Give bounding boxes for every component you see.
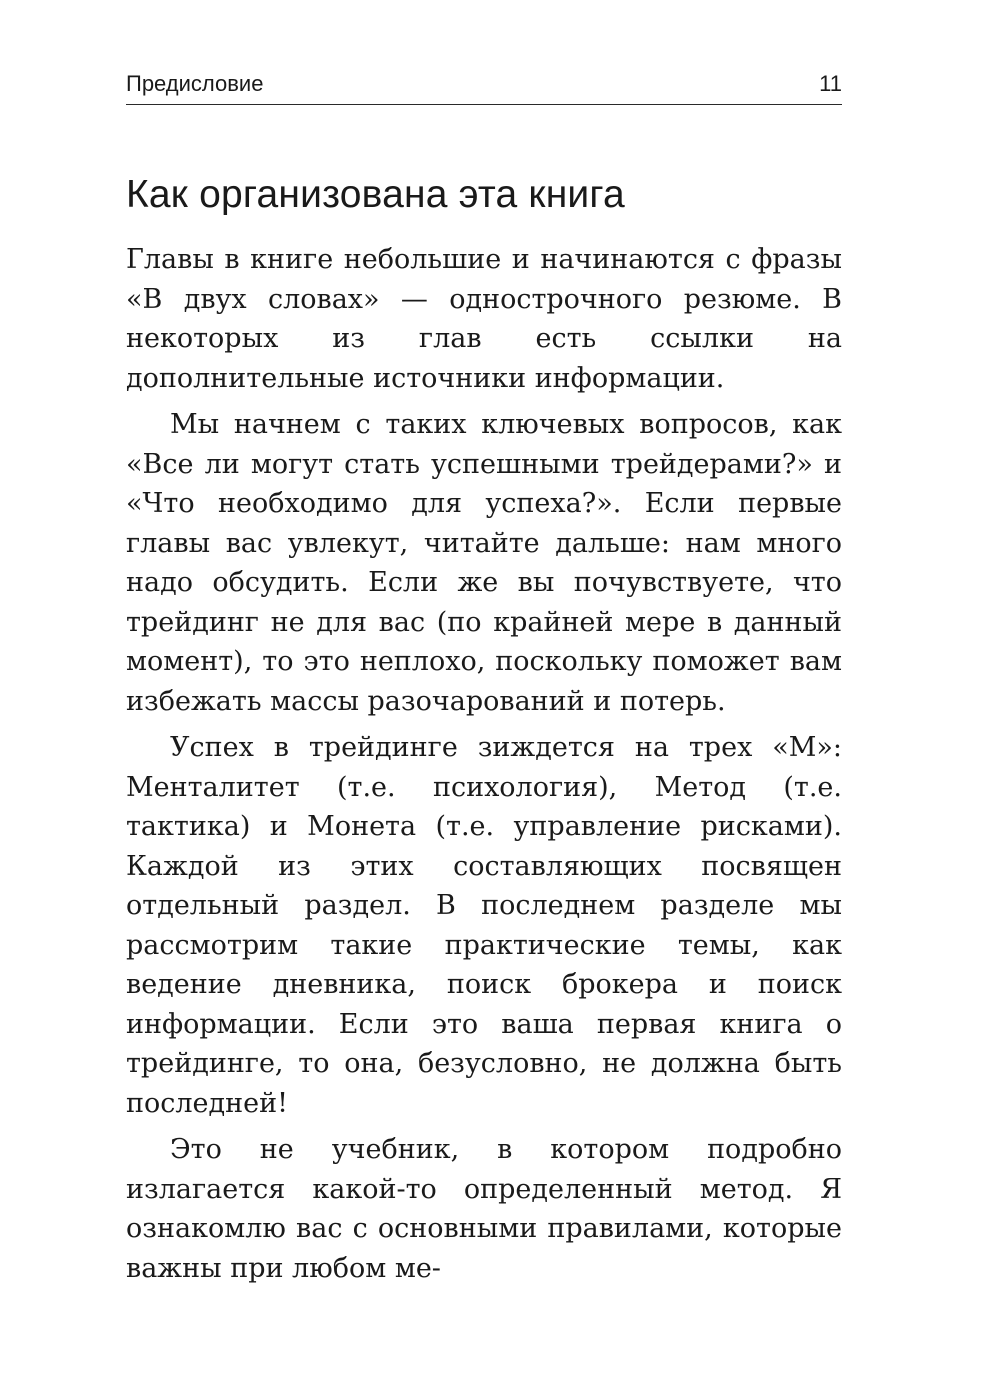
body-text (126, 240, 842, 1288)
book-page (126, 66, 842, 1295)
running-head (126, 66, 842, 105)
paragraph-3: Успех в трейдинге зиждется на трех «М»: Менталитет (т.е. психология), Метод (т.е. тактика) и Монета (т.е. управление рисками). Каждой из этих составляющих посвящен отдельный раздел. В последнем разделе мы рассмотрим такие практические темы, как ведение дневника, поиск брокера и поиск информации. Если это ваша первая книга о трейдинге, то она, безусловно, не должна быть последней! (126, 732, 842, 1119)
running-head-section: Предисловие (126, 71, 264, 96)
chapter-title: Как организована эта книга (126, 173, 625, 216)
paragraph-4: Это не учебник, в котором подробно излагается какой-то определенный метод. Я ознакомлю вас с основными правилами, которые важны при любом ме- (126, 1134, 842, 1284)
paragraph-1: Главы в книге небольшие и начинаются с фразы «В двух словах» — однострочного резюме. В некоторых из глав есть ссылки на дополнительные источники информации. (126, 244, 842, 394)
page-number: 11 (819, 71, 842, 96)
paragraph-2: Мы начнем с таких ключевых вопросов, как «Все ли могут стать успешными трейдерами?» и «Что необходимо для успеха?». Если первые главы вас увлекут, читайте дальше: нам много надо обсудить. Если же вы почувствуете, что трейдинг не для вас (по крайней мере в данный момент), то это неплохо, поскольку поможет вам избежать массы разочарований и потерь. (126, 409, 842, 717)
